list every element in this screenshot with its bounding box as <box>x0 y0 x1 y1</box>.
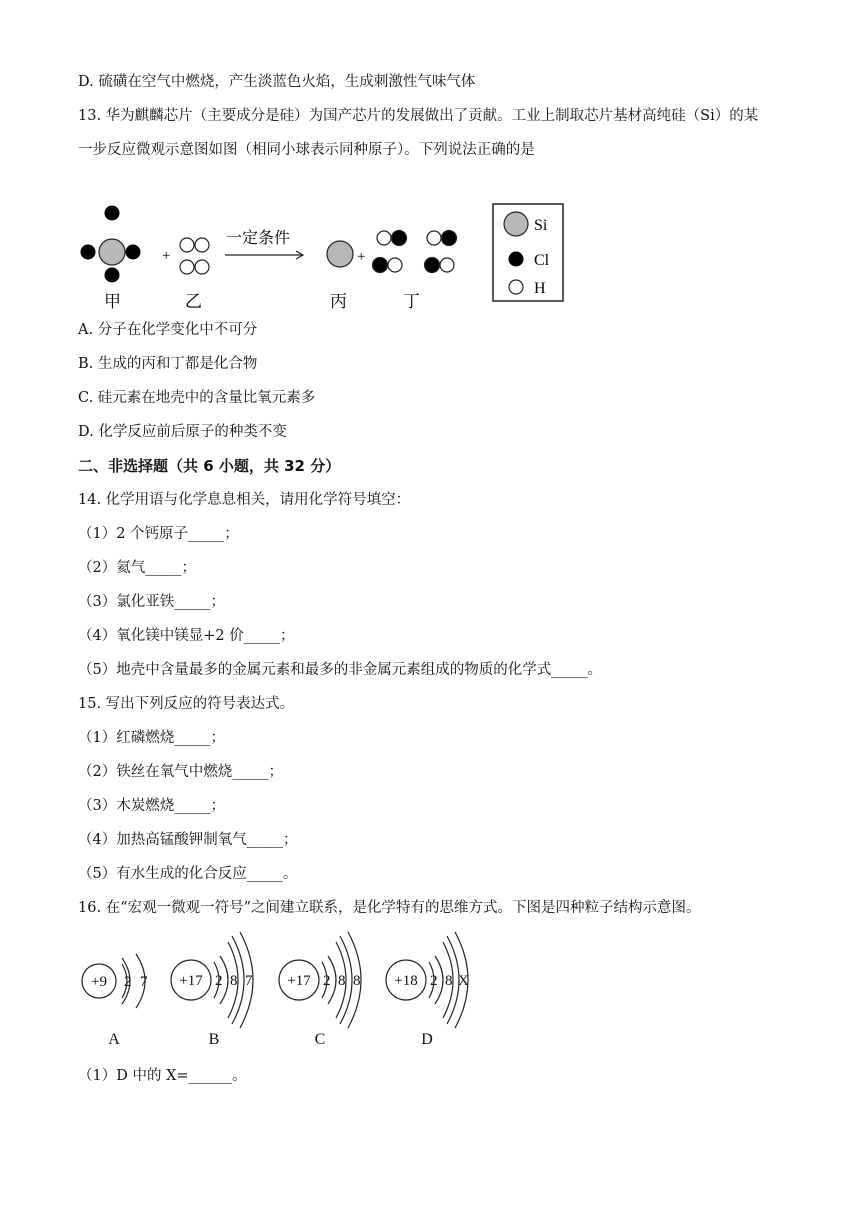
q13-option-b: B. 生成的丙和丁都是化合物 <box>78 356 258 372</box>
atom-b-label: B <box>208 1031 220 1048</box>
atom-a-shell2: 7 <box>140 974 148 990</box>
q16-part1: （1）D 中的 X=______。 <box>78 1068 247 1084</box>
atom-b-shell2: 8 <box>230 973 238 989</box>
molecule-ding <box>373 231 457 273</box>
label-yi: 乙 <box>185 292 202 311</box>
atom-a-nucleus: +9 <box>91 974 107 990</box>
legend-cl: Cl <box>534 252 550 269</box>
q14-part3: （3）氯化亚铁_____； <box>78 594 225 610</box>
q16-stem: 16. 在“宏观一微观一符号”之间建立联系，是化学特有的思维方式。下图是四种粒子结构示意图。 <box>78 900 701 916</box>
atom-c-shell3: 8 <box>353 973 361 989</box>
atom-d-shell3: X <box>458 973 469 989</box>
label-ding: 丁 <box>403 292 420 311</box>
q14-stem: 14. 化学用语与化学息息相关，请用化学符号填空： <box>78 492 411 508</box>
atom-c-nucleus: +17 <box>287 973 311 989</box>
atom-d-nucleus: +18 <box>394 973 418 989</box>
plus-sign-2: + <box>357 249 366 265</box>
atom-b-shell3: 7 <box>245 973 253 989</box>
q15-stem: 15. 写出下列反应的符号表达式。 <box>78 696 295 712</box>
reaction-condition: 一定条件 <box>226 230 291 247</box>
q14-part4: （4）氧化镁中镁显+2 价_____； <box>78 628 295 644</box>
label-bing: 丙 <box>330 292 347 311</box>
q15-part3: （3）木炭燃烧_____； <box>78 798 225 814</box>
molecule-bing <box>327 241 353 267</box>
molecule-yi <box>180 238 209 274</box>
atom-b-nucleus: +17 <box>179 973 203 989</box>
q15-part4: （4）加热高锰酸钾制氧气_____； <box>78 832 298 848</box>
q15-part2: （2）铁丝在氧气中燃烧_____； <box>78 764 283 780</box>
atom-structure-diagrams <box>70 928 490 1053</box>
atom-c-shell1: 2 <box>323 973 331 989</box>
q15-part1: （1）红磷燃烧_____； <box>78 730 225 746</box>
atom-d-shell1: 2 <box>430 973 438 989</box>
legend-h: H <box>534 280 546 297</box>
q13-stem-line2: 一步反应微观示意图如图（相同小球表示同种原子）。下列说法正确的是 <box>78 142 535 158</box>
label-jia: 甲 <box>104 292 121 311</box>
q13-option-d: D. 化学反应前后原子的种类不变 <box>78 424 287 440</box>
q13-option-a: A. 分子在化学变化中不可分 <box>78 322 258 338</box>
legend-box <box>493 204 563 301</box>
q15-part5: （5）有水生成的化合反应_____。 <box>78 866 298 882</box>
q14-part2: （2）氦气_____； <box>78 560 196 576</box>
q14-part1: （1）2 个钙原子_____； <box>78 526 239 542</box>
atom-a-shell1: 2 <box>124 974 132 990</box>
plus-sign-1: + <box>162 248 171 264</box>
atom-d-label: D <box>421 1031 433 1048</box>
legend-si: Si <box>534 217 548 234</box>
atom-c-label: C <box>314 1031 326 1048</box>
q12-option-d: D. 硫磺在空气中燃烧，产生淡蓝色火焰，生成刺激性气味气体 <box>78 74 476 90</box>
atom-c-shell2: 8 <box>338 973 346 989</box>
molecule-jia <box>81 206 141 283</box>
q14-part5: （5）地壳中含量最多的金属元素和最多的非金属元素组成的物质的化学式_____。 <box>78 662 602 678</box>
atom-b-shell1: 2 <box>215 973 223 989</box>
atom-a-label: A <box>108 1031 120 1048</box>
atom-d-shell2: 8 <box>445 973 453 989</box>
q13-stem-line1: 13. 华为麒麟芯片（主要成分是硅）为国产芯片的发展做出了贡献。工业上制取芯片基材高纯硅（Si）的某 <box>78 108 759 124</box>
reaction-diagram <box>70 195 570 315</box>
q13-option-c: C. 硅元素在地壳中的含量比氧元素多 <box>78 390 316 406</box>
section-heading: 二、非选择题（共 6 小题，共 32 分） <box>78 457 341 475</box>
